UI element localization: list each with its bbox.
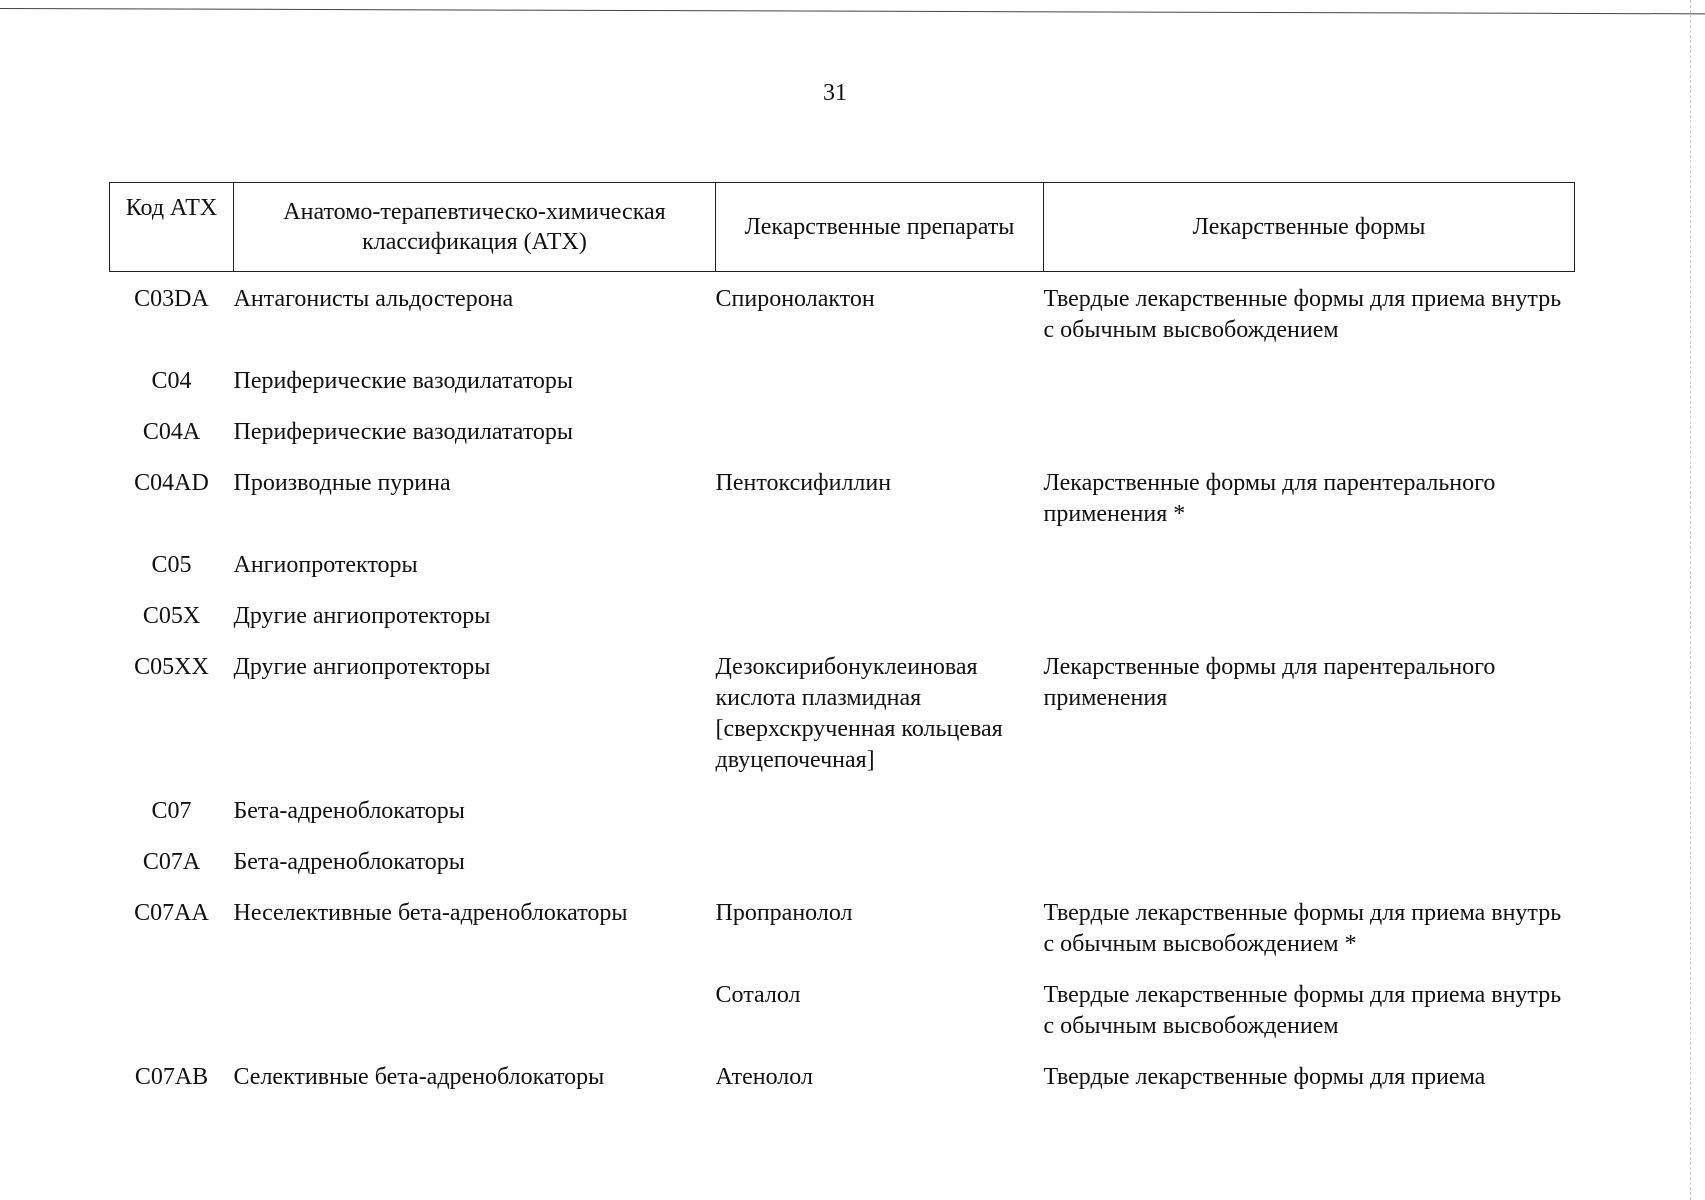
table-row (110, 601, 1575, 652)
atc-name-cell: Другие ангиопротекторы (233, 603, 491, 629)
page-number: 31 (823, 80, 847, 106)
table-row (110, 847, 1575, 898)
atc-name-cell: Периферические вазодилататоры (233, 368, 573, 394)
medicine-cell (716, 847, 1044, 898)
medicine-cell: Спиронолактон (715, 286, 875, 312)
atc-medicines-table (109, 182, 1575, 1113)
atc-code-cell: C03DA (134, 286, 209, 312)
atc-name-cell: Другие ангиопротекторы (233, 654, 491, 680)
medicine-cell: Дезоксирибонуклеиновая кислота плазмидная [сверхскрученная кольцевая двуцепочечная] (715, 654, 1003, 773)
medicine-cell: Атенолол (715, 1064, 813, 1090)
atc-code-cell: C05X (142, 603, 201, 629)
dosage-form-cell (1044, 796, 1575, 847)
medicine-cell (716, 796, 1044, 847)
table-row (110, 550, 1575, 601)
header-atc-classification: Анатомо-терапевтическо-химическая классификация (АТХ) (234, 183, 716, 272)
table-row (110, 272, 1575, 367)
dosage-form-cell: Лекарственные формы для парентерального применения (1043, 654, 1496, 711)
table-row (110, 1062, 1575, 1113)
atc-name-cell: Антагонисты альдостерона (233, 286, 514, 312)
atc-name-cell: Периферические вазодилататоры (233, 419, 573, 445)
table-body (110, 272, 1575, 1114)
atc-name-cell: Бета-адреноблокаторы (233, 798, 465, 824)
atc-code-cell: C07AB (134, 1064, 209, 1090)
dosage-form-cell (1044, 847, 1575, 898)
dosage-form-cell (1044, 417, 1575, 468)
dosage-form-cell: Твердые лекарственные формы для приема внутрь с обычным высвобождением (1043, 982, 1562, 1039)
table-row (110, 898, 1575, 980)
table-row (110, 796, 1575, 847)
atc-name-cell: Ангиопротекторы (233, 552, 418, 578)
medicine-cell: Пропранолол (715, 900, 853, 926)
atc-code-cell: C07AA (134, 900, 209, 926)
medicine-cell: Пентоксифиллин (715, 470, 892, 496)
table-row (110, 652, 1575, 796)
header-medicines: Лекарственные препараты (716, 183, 1044, 272)
medicine-cell (716, 550, 1044, 601)
page-top-border (0, 8, 1705, 14)
atc-code-cell: C07A (142, 849, 201, 875)
dosage-form-cell: Твердые лекарственные формы для приема внутрь с обычным высвобождением * (1043, 900, 1562, 957)
dosage-form-cell: Твердые лекарственные формы для приема внутрь с обычным высвобождением (1043, 286, 1562, 343)
medicine-cell (716, 601, 1044, 652)
table-row (110, 366, 1575, 417)
dosage-form-cell (1044, 550, 1575, 601)
atc-code-cell: C05XX (134, 654, 209, 680)
dosage-form-cell: Твердые лекарственные формы для приема (1043, 1064, 1486, 1090)
atc-code-cell (110, 980, 234, 1062)
medicine-cell (716, 417, 1044, 468)
medicine-cell (716, 366, 1044, 417)
dosage-form-cell: Лекарственные формы для парентерального применения * (1043, 470, 1496, 527)
header-dosage-forms: Лекарственные формы (1044, 183, 1575, 272)
table-header (110, 183, 1575, 272)
dosage-form-cell (1044, 601, 1575, 652)
table-row (110, 417, 1575, 468)
atc-name-cell: Селективные бета-адреноблокаторы (233, 1064, 605, 1090)
table-row (110, 980, 1575, 1062)
medicine-cell: Соталол (715, 982, 801, 1008)
atc-code-cell: C04AD (134, 470, 209, 496)
table-header-row (110, 183, 1575, 272)
atc-code-cell: C04 (151, 368, 192, 394)
atc-name-cell: Бета-адреноблокаторы (233, 849, 465, 875)
atc-code-cell: C04A (142, 419, 201, 445)
scan-edge-line (1690, 0, 1691, 1200)
dosage-form-cell (1044, 366, 1575, 417)
atc-code-cell: C07 (151, 798, 192, 824)
atc-name-cell (234, 980, 716, 1062)
atc-name-cell: Производные пурина (233, 470, 451, 496)
table-row (110, 468, 1575, 550)
atc-name-cell: Неселективные бета-адреноблокаторы (233, 900, 628, 926)
atc-code-cell: C05 (151, 552, 192, 578)
header-atc-code: Код АТХ (110, 183, 234, 272)
